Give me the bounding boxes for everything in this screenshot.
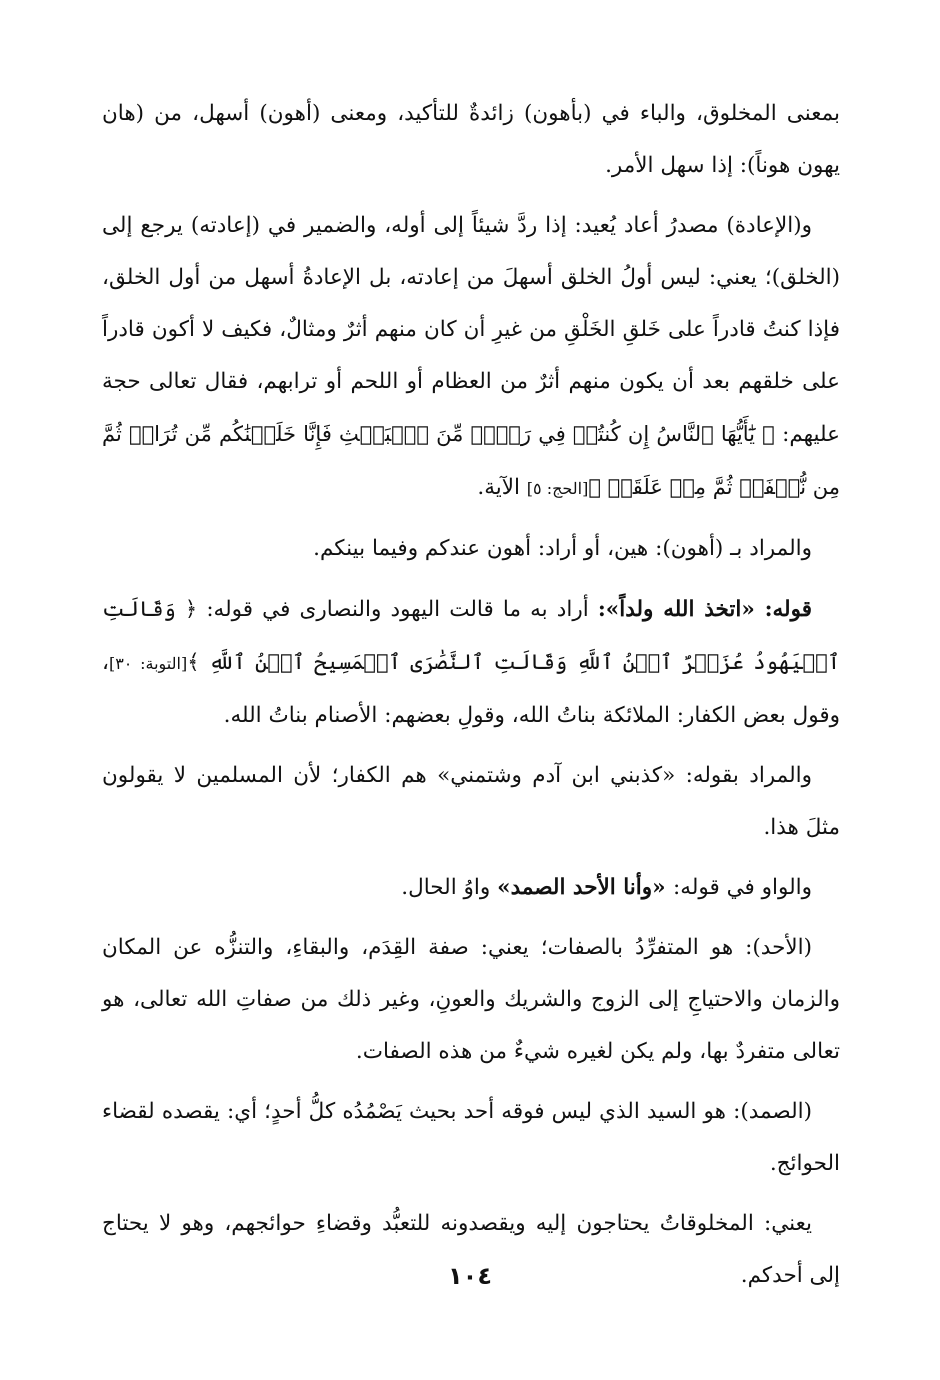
paragraph-iaada-tail: الآية.: [477, 475, 527, 500]
paragraph-walad-tail: ، وقول بعض الكفار: الملائكة بناتُ الله، وقولِ بعضهم: الأصنام بناتُ الله.: [102, 650, 840, 728]
paragraph-samad: (الصمد): هو السيد الذي ليس فوقه أحد بحيث يَصْمُدُه كلُّ أحدٍ؛ أي: يقصده لقضاء الحوائج.: [102, 1099, 840, 1176]
paragraph-iaada-text: و(الإعادة) مصدرُ أعاد يُعيد: إذا ردَّ شيئاً إلى أوله، والضمير في (إعادته) يرجع إلى (الخلق)؛ يعني: ليس أولُ الخلق أسهلَ من إعادته، بل الإعادةُ أسهل من أول الخلق، فإذا كنتُ قادراً على خَلقِ الخَلْقِ من غيرِ أن كان منهم أثرٌ ومثالٌ، فكيف لا أكون قادراً على خلقهم بعد أن يكون منهم أثرٌ من العظام أو اللحم أو ترابهم، فقال تعالى حجة عليهم:: [102, 213, 840, 447]
paragraph-iaada: [102, 200, 840, 515]
paragraph-waw-text: والواو في قوله:: [673, 875, 812, 900]
paragraph-waw: [102, 862, 840, 914]
page-number: ١٠٤: [448, 1262, 492, 1290]
paragraph-walad: [102, 583, 840, 742]
verse-reference-tawba: [التوبة: ٣٠]: [108, 654, 188, 673]
hadith-quote-ahad-samad: «وأنا الأحد الصمد»: [497, 875, 674, 900]
paragraph-waw-tail: واوُ الحال.: [401, 875, 498, 900]
page-body: [102, 88, 840, 1302]
paragraph-ahwan-meaning: والمراد بـ (أهون): هين، أو أراد: أهون عندكم وفيما بينكم.: [313, 536, 812, 561]
paragraph-ahad: (الأحد): هو المتفرِّدُ بالصفات؛ يعني: صفة القِدَم، والبقاءِ، والتنزُّه عن المكان والزمان والاحتياجِ إلى الزوج والشريك والعونِ، وغير ذلك من صفاتِ الله تعالى، هو تعالى متفردٌ بها، ولم يكن لغيره شيءٌ من هذه الصفات.: [102, 935, 840, 1064]
verse-reference-hajj: [الحج: ٥]: [526, 479, 589, 498]
paragraph-walad-text: أراد به ما قالت اليهود والنصارى في قوله:: [206, 597, 598, 622]
paragraph-hawn-meaning: بمعنى المخلوق، والباء في (بأهون) زائدةٌ للتأكيد، ومعنى (أهون) أسهل، من (هان يهون هوناً): إذا سهل الأمر.: [102, 101, 840, 178]
paragraph-makhluqat: يعني: المخلوقاتُ يحتاجون إليه ويقصدونه للتعبُّد وقضاءِ حوائجهم، وهو لا يحتاج إلى أحدكم.: [102, 1211, 840, 1288]
quran-verse-tawba: ﴿ وَقَالَتِ ٱلۡيَهُودُ عُزَيۡرٌ ٱبۡنُ ٱللَّهِ وَقَالَتِ ٱلنَّصَٰرَى ٱلۡمَسِيحُ ٱبۡنُ ٱللَّهِ ﴾: [102, 597, 840, 674]
quran-verse-hajj: ﴿ يَٰٓأَيُّهَا ٱلنَّاسُ إِن كُنتُمۡ فِي رَيۡبٖ مِّنَ ٱلۡبَعۡثِ فَإِنَّا خَلَقۡنَٰكُم مِّن تُرَابٖ ثُمَّ مِن نُّطۡفَةٖ ثُمَّ مِنۡ عَلَقَةٖ ﴾: [102, 422, 840, 499]
hadith-quote-walad: قوله: «اتخذ الله ولداً»:: [597, 597, 812, 622]
paragraph-kadhdhabani: والمراد بقوله: «كذبني ابن آدم وشتمني» هم الكفار؛ لأن المسلمين لا يقولون مثلَ هذا.: [102, 763, 840, 840]
